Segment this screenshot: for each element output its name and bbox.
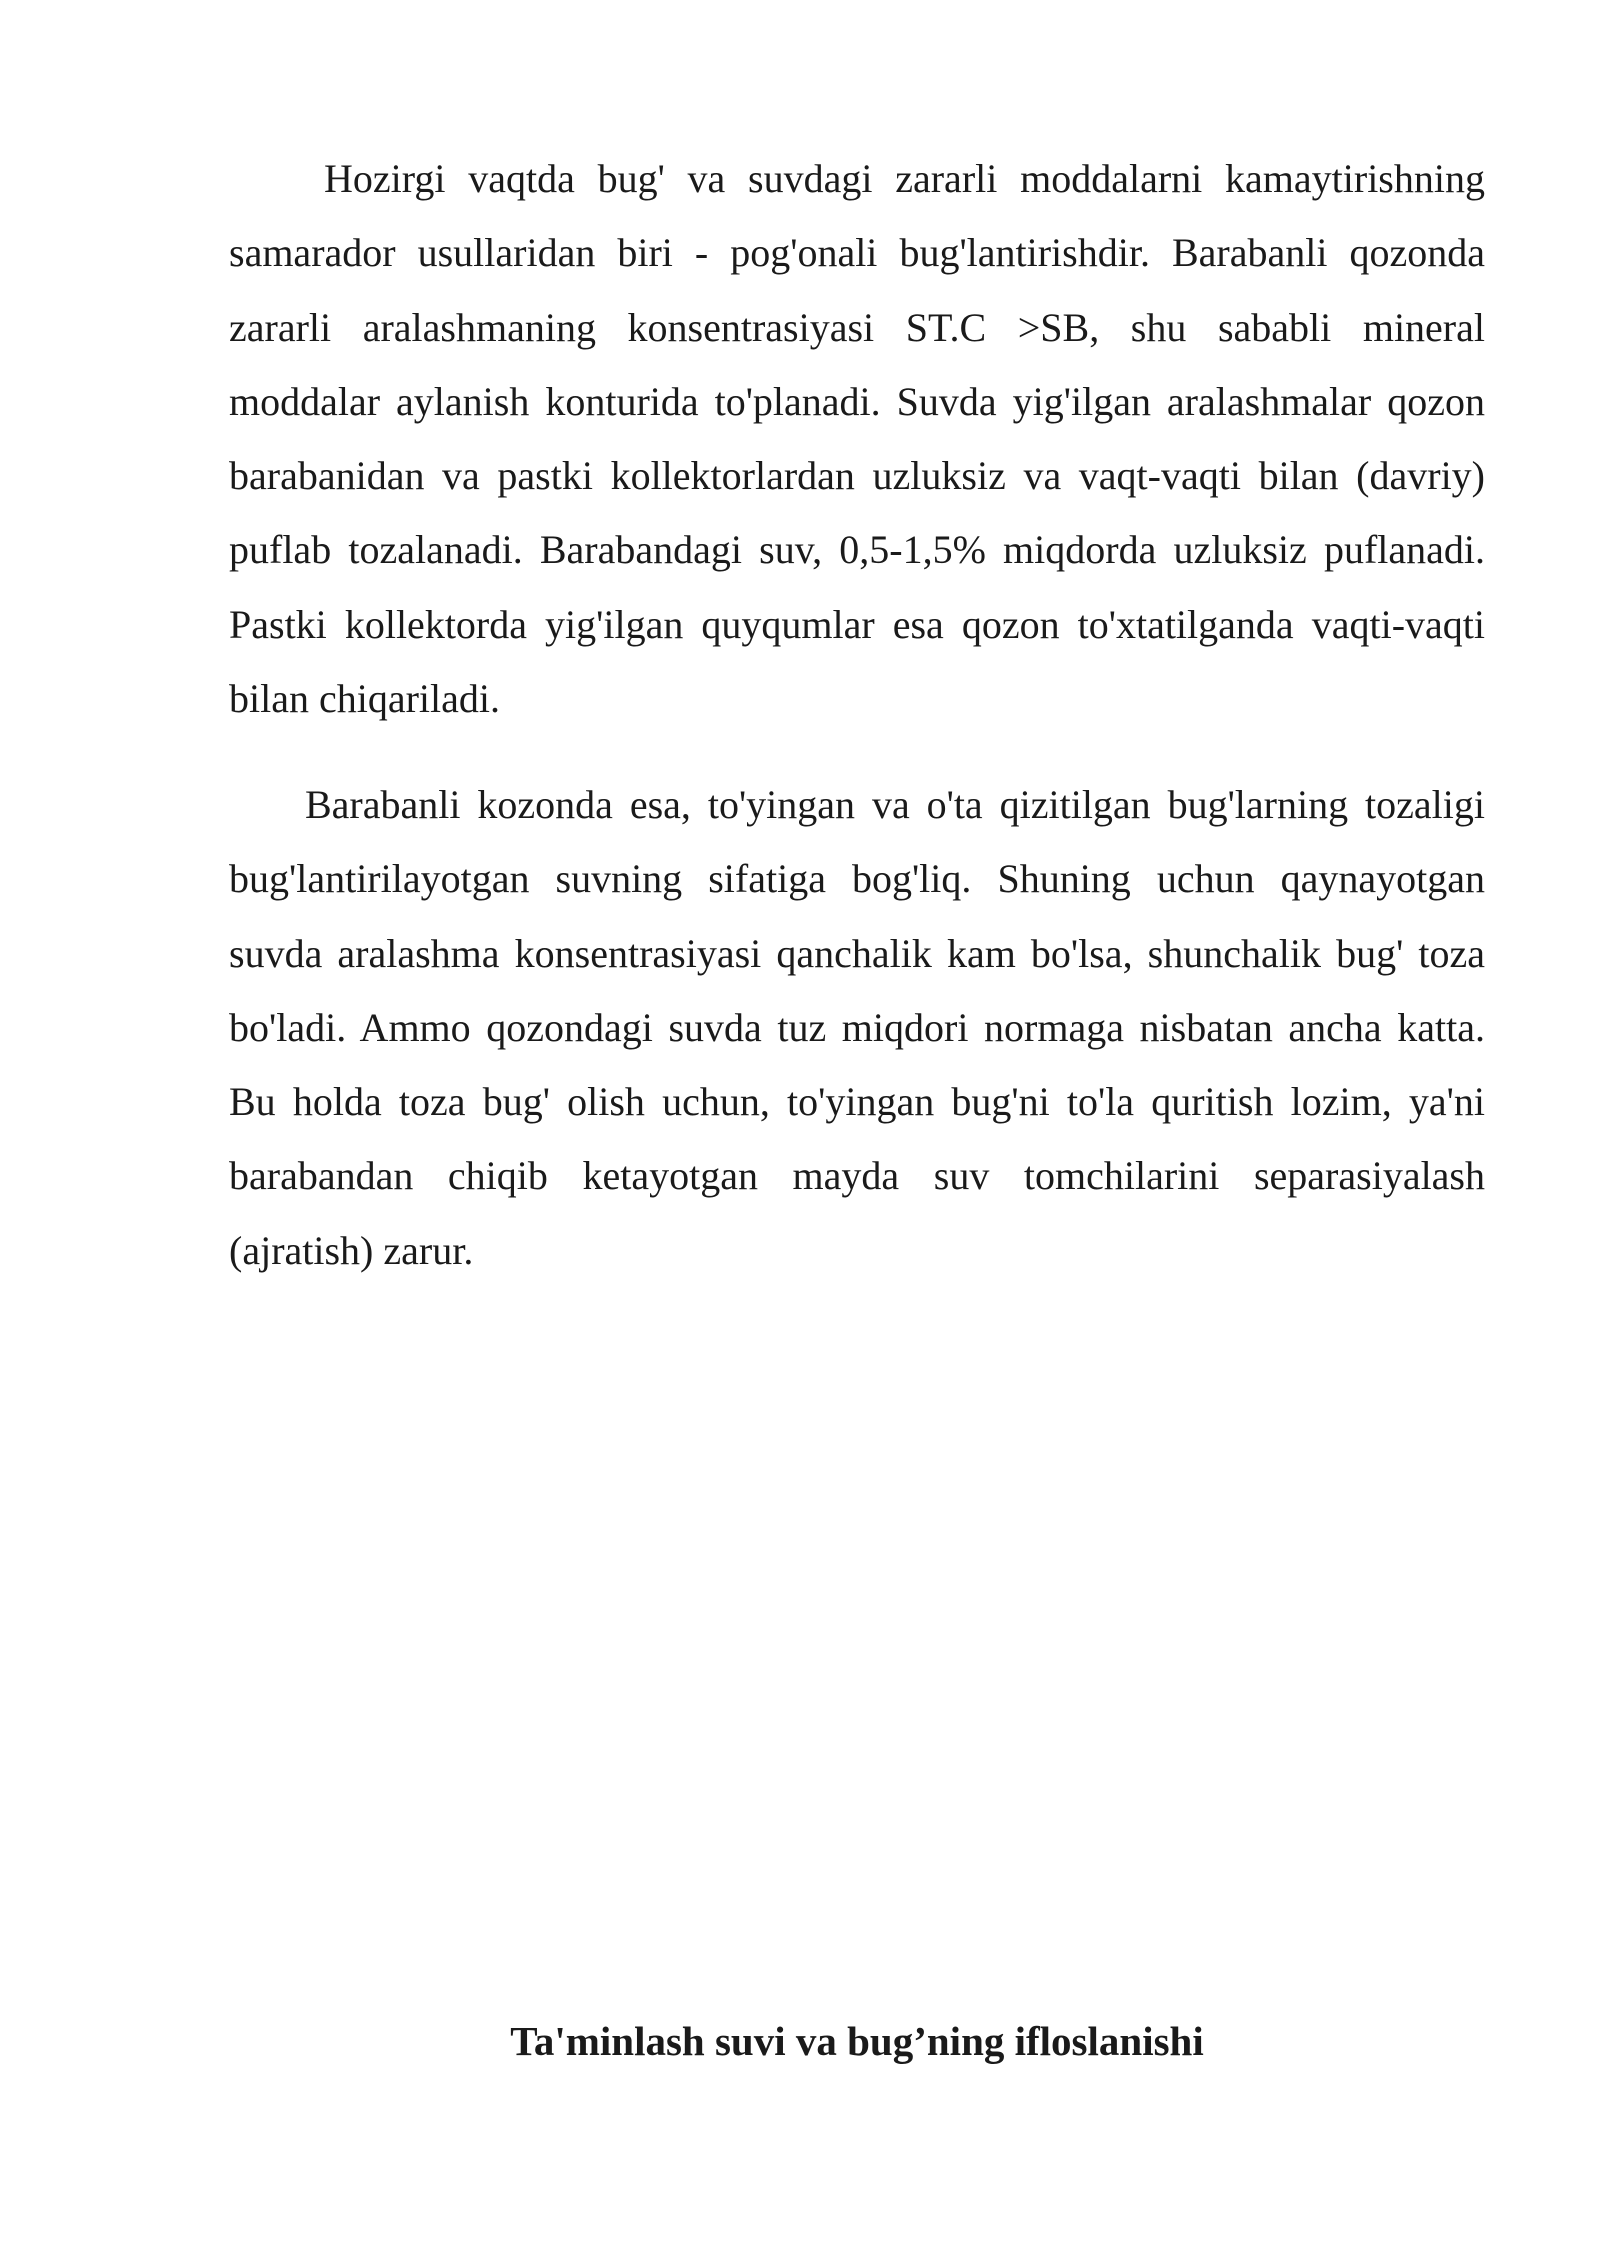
paragraph-pogonali-buglantirish: Hozirgi vaqtda bug' va suvdagi zararli moddalarni kamaytirishning samarador usullaridan biri - pog'onali bug'lantirishdir. Barabanli qozonda zararli aralashmaning konsentrasiyasi ST.C >SB, shu sababli mineral moddalar aylanish konturida to'planadi. Suvda yig'ilgan aralashmalar qozon barabanidan va pastki kollektorlardan uzluksiz va vaqt-vaqti bilan (davriy) puflab tozalanadi. Barabandagi suv, 0,5-1,5% miqdorda uzluksiz puflanadi. Pastki kollektorda yig'ilgan quyqumlar esa qozon to'xtatilganda vaqti-vaqti bilan chiqariladi.: [229, 156, 1485, 722]
paragraph-bug-tozaligi: Barabanli kozonda esa, to'yingan va o'ta qizitilgan bug'larning tozaligi bug'lantirilayotgan suvning sifatiga bog'liq. Shuning uchun qaynayotgan suvda aralashma konsentrasiyasi qanchalik kam bo'lsa, shunchalik bug' toza bo'ladi. Ammo qozondagi suvda tuz miqdori normaga nisbatan ancha katta. Bu holda toza bug' olish uchun, to'yingan bug'ni to'la quritish lozim, ya'ni barabandan chiqib ketayotgan mayda suv tomchilarini separasiyalash (ajratish) zarur.: [229, 782, 1485, 1273]
section-heading: Ta'minlash suvi va bug’ning ifloslanishi: [510, 2018, 1204, 2064]
